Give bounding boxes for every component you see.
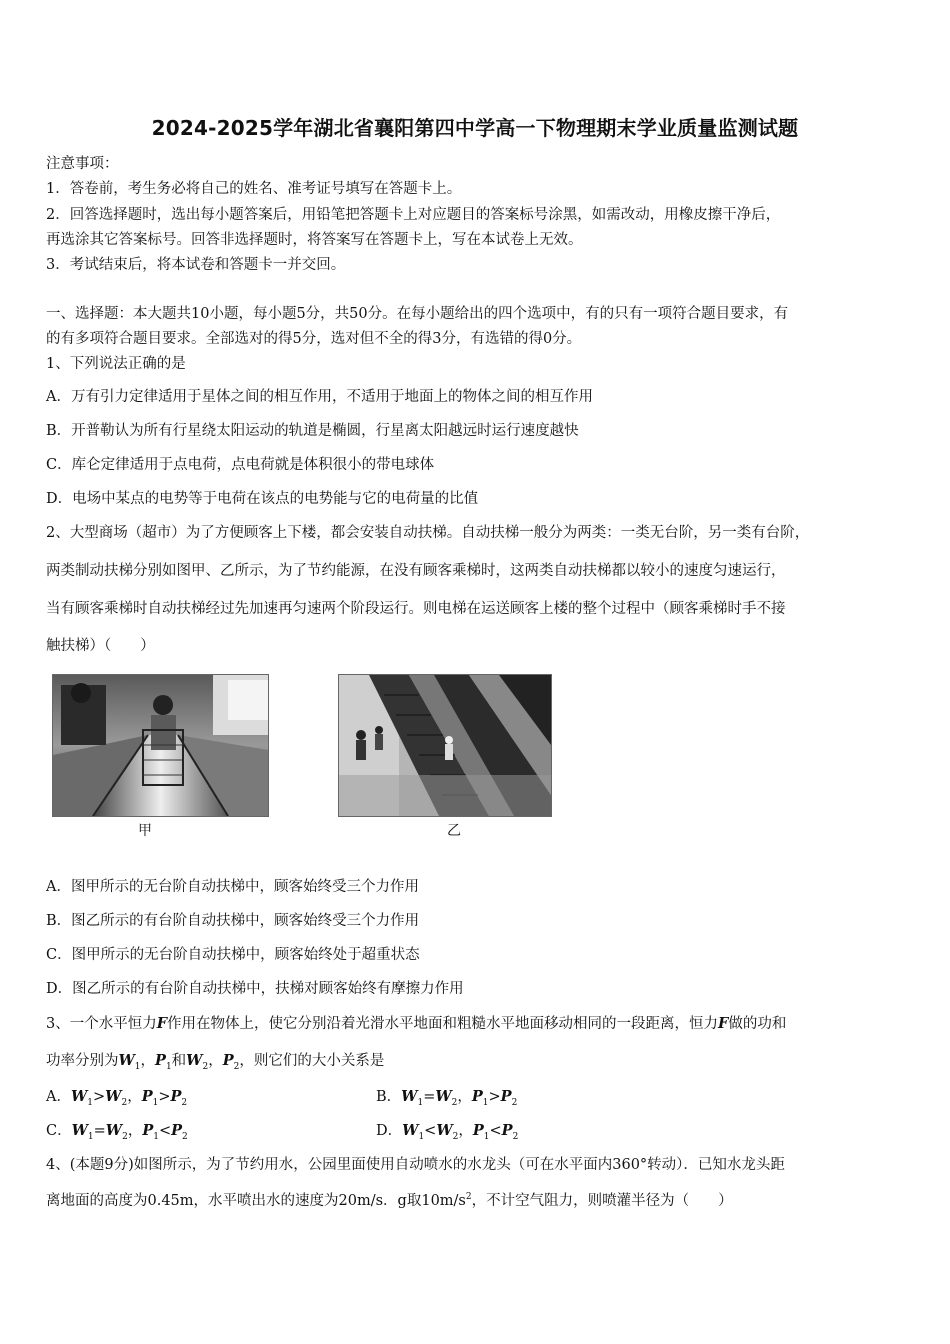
notice-item: 再选涂其它答案标号。回答非选择题时，将答案写在答题卡上，写在本试卷上无效。 xyxy=(46,232,583,248)
question-3-option-a: A．$W_1>W_2$，$P_1>P_2$ xyxy=(46,1088,188,1108)
question-2-option-d: D．图乙所示的有台阶自动扶梯中，扶梯对顾客始终有摩擦力作用 xyxy=(46,981,464,997)
question-4-stem: 离地面的高度为0.45m，水平喷出水的速度为20m/s．g取$10m/s^2$，不计空气阻力，则喷灌半径为（ ） xyxy=(46,1192,733,1209)
question-2-option-a: A．图甲所示的无台阶自动扶梯中，顾客始终受三个力作用 xyxy=(46,879,419,895)
question-1-option-b: B．开普勒认为所有行星绕太阳运动的轨道是椭圆，行星离太阳越远时运行速度越快 xyxy=(46,423,579,439)
question-1-option-a: A．万有引力定律适用于星体之间的相互作用，不适用于地面上的物体之间的相互作用 xyxy=(46,389,593,405)
question-2-stem: 触扶梯）（ ） xyxy=(46,638,155,654)
question-2-stem: 2、大型商场（超市）为了方便顾客上下楼，都会安装自动扶梯。自动扶梯一般分为两类：一类无台阶，另一类有台阶， xyxy=(46,525,810,541)
notice-item: 2．回答选择题时，选出每小题答案后，用铅笔把答题卡上对应题目的答案标号涂黑，如需改动，用橡皮擦干净后， xyxy=(46,207,781,223)
question-1-option-d: D．电场中某点的电势等于电荷在该点的电势能与它的电荷量的比值 xyxy=(46,491,479,507)
question-2-stem: 两类制动扶梯分别如图甲、乙所示，为了节约能源，在没有顾客乘梯时，这两类自动扶梯都以较小的速度匀速运行， xyxy=(46,563,786,579)
question-3-option-b: B．$W_1=W_2$，$P_1>P_2$ xyxy=(376,1088,518,1108)
section-instructions: 的有多项符合题目要求。全部选对的得5分，选对但不全的得3分，有选错的得0分。 xyxy=(46,331,582,347)
question-2-option-c: C．图甲所示的无台阶自动扶梯中，顾客始终处于超重状态 xyxy=(46,947,420,963)
question-1-stem: 1、下列说法正确的是 xyxy=(46,356,186,372)
question-2-stem: 当有顾客乘梯时自动扶梯经过先加速再匀速两个阶段运行。则电梯在运送顾客上楼的整个过程中（顾客乘梯时手不接 xyxy=(46,601,786,617)
question-3-stem: 3、一个水平恒力F作用在物体上，使它分别沿着光滑水平地面和粗糙水平地面移动相同的一段距离，恒力F做的功和 xyxy=(46,1015,787,1032)
question-3-option-c: C．$W_1=W_2$，$P_1<P_2$ xyxy=(46,1122,188,1142)
question-2-option-b: B．图乙所示的有台阶自动扶梯中，顾客始终受三个力作用 xyxy=(46,913,420,929)
question-1-option-c: C．库仑定律适用于点电荷，点电荷就是体积很小的带电球体 xyxy=(46,457,435,473)
notice-item: 3．考试结束后，将本试卷和答题卡一并交回。 xyxy=(46,257,346,273)
notice-heading: 注意事项： xyxy=(46,156,119,172)
escalator-photo-b xyxy=(338,674,552,817)
escalator-photo-a xyxy=(52,674,269,817)
question-3-stem: 功率分别为$W_1$，$P_1$和$W_2$，$P_2$，则它们的大小关系是 xyxy=(46,1052,385,1072)
question-3-option-d: D．$W_1<W_2$，$P_1<P_2$ xyxy=(376,1122,519,1142)
photo-b-caption: 乙 xyxy=(447,823,461,839)
notice-item: 1．答卷前，考生务必将自己的姓名、准考证号填写在答题卡上。 xyxy=(46,181,462,197)
section-instructions: 一、选择题：本大题共10小题，每小题5分，共50分。在每小题给出的四个选项中，有的只有一项符合题目要求，有 xyxy=(46,306,789,322)
page-title: 2024-2025学年湖北省襄阳第四中学高一下物理期末学业质量监测试题 xyxy=(151,116,799,140)
question-4-stem: 4、(本题9分)如图所示，为了节约用水，公园里面使用自动喷水的水龙头（可在水平面内360°转动）．已知水龙头距 xyxy=(46,1157,785,1173)
photo-a-caption: 甲 xyxy=(138,823,152,839)
